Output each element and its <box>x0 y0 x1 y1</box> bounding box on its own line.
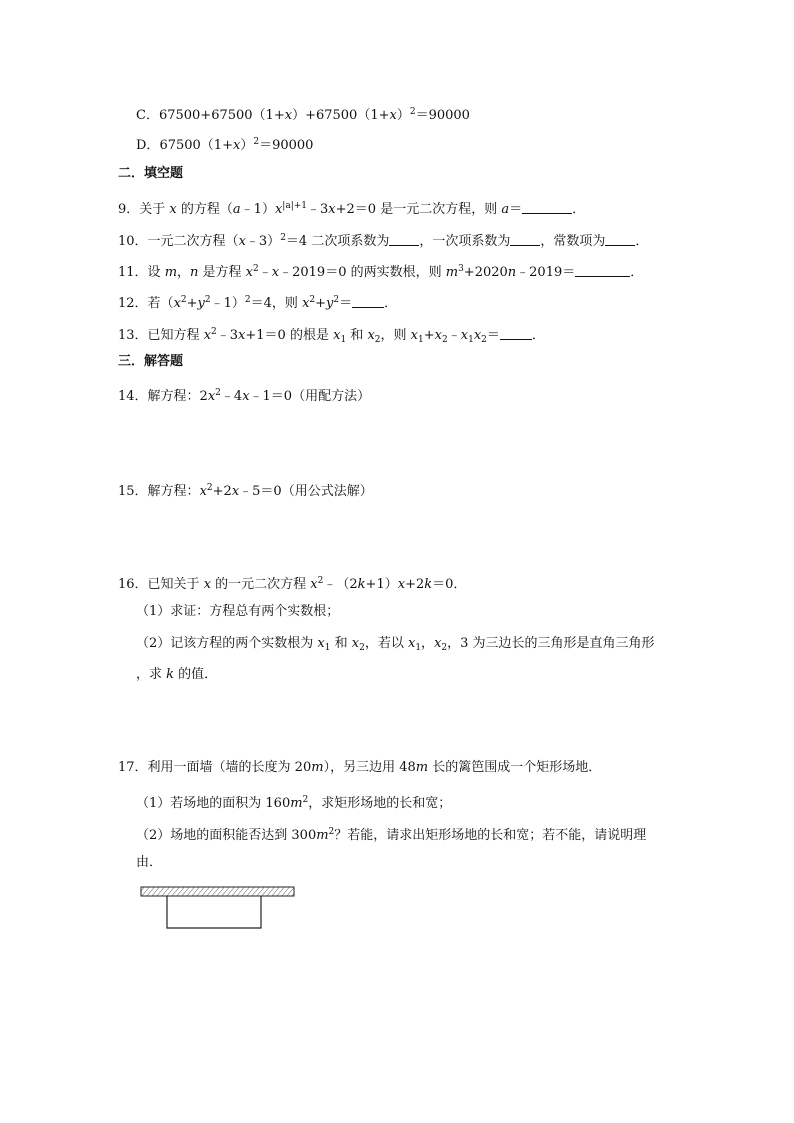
section-fill-in-title: 二．填空题 <box>118 166 184 181</box>
answer-blank <box>352 295 384 308</box>
question-16-part-2: （2）记该方程的两个实数根为 $x_1$ 和 $x_2$，若以 $x_1$，$x_2$，3 为三边长的三角形是直角三角形 <box>136 636 655 653</box>
option-d: D．$67500(1+x)^2=90000$ <box>136 137 314 153</box>
question-17-part-1: （1）若场地的面积为 $160m^2$，求矩形场地的长和宽； <box>136 795 452 811</box>
question-16-part-1: （1）求证：方程总有两个实数根； <box>136 604 340 619</box>
wall-hatch <box>141 887 294 896</box>
answer-blank <box>500 327 532 340</box>
answer-blank <box>605 233 635 246</box>
answer-blank <box>510 233 540 246</box>
wall-enclosure-figure <box>140 886 296 932</box>
question-10: 10．一元二次方程（x﹣3）$^2$＝4 二次项系数为 ，一次项系数为 ，常数项为 ． <box>118 233 649 249</box>
question-17: 17．利用一面墙（墙的长度为 20m），另三边用 48m 长的篱笆围成一个矩形场地． <box>118 760 602 775</box>
answer-blank <box>389 233 419 246</box>
question-16: 16．已知关于 x 的一元二次方程 $x^2﹣(2k+1)x+2k=0$． <box>118 576 467 592</box>
answer-blank <box>575 264 630 277</box>
question-17-part-2-continued: 由． <box>136 855 163 870</box>
question-9: 9．关于 x 的方程$(a﹣1)x^{|a|+1}﹣3x+2=0$ 是一元二次方程，则 a＝ ． <box>118 201 586 217</box>
option-c: C．$67500+67500(1+x)+67500(1+x)^2=90000$ <box>136 107 470 123</box>
question-12: 12．若$(x^2+y^2﹣1)^2=4$，则 $x^2+y^2=$ ． <box>118 295 398 311</box>
fence-rectangle <box>167 896 261 928</box>
section-answer-title: 三．解答题 <box>118 354 184 369</box>
question-14: 14．解方程：$2x^2﹣4x﹣1=0$（用配方法） <box>118 388 371 404</box>
answer-blank <box>522 201 572 214</box>
question-11: 11．设 m，n 是方程 $x^2﹣x﹣2019=0$ 的两实数根，则 $m^3+2020n﹣2019=$ ． <box>118 264 644 280</box>
question-16-part-2-continued: ，求 k 的值． <box>136 667 218 682</box>
question-17-part-2: （2）场地的面积能否达到 $300m^2$？若能，请求出矩形场地的长和宽；若不能，请说明理 <box>136 827 647 843</box>
question-15: 15．解方程：$x^2+2x﹣5=0$（用公式法解） <box>118 483 373 499</box>
question-13: 13．已知方程 $x^2﹣3x+1=0$ 的根是 $x_1$ 和 $x_2$，则 $x_1+x_2﹣x_1x_2=$ ． <box>118 327 545 345</box>
